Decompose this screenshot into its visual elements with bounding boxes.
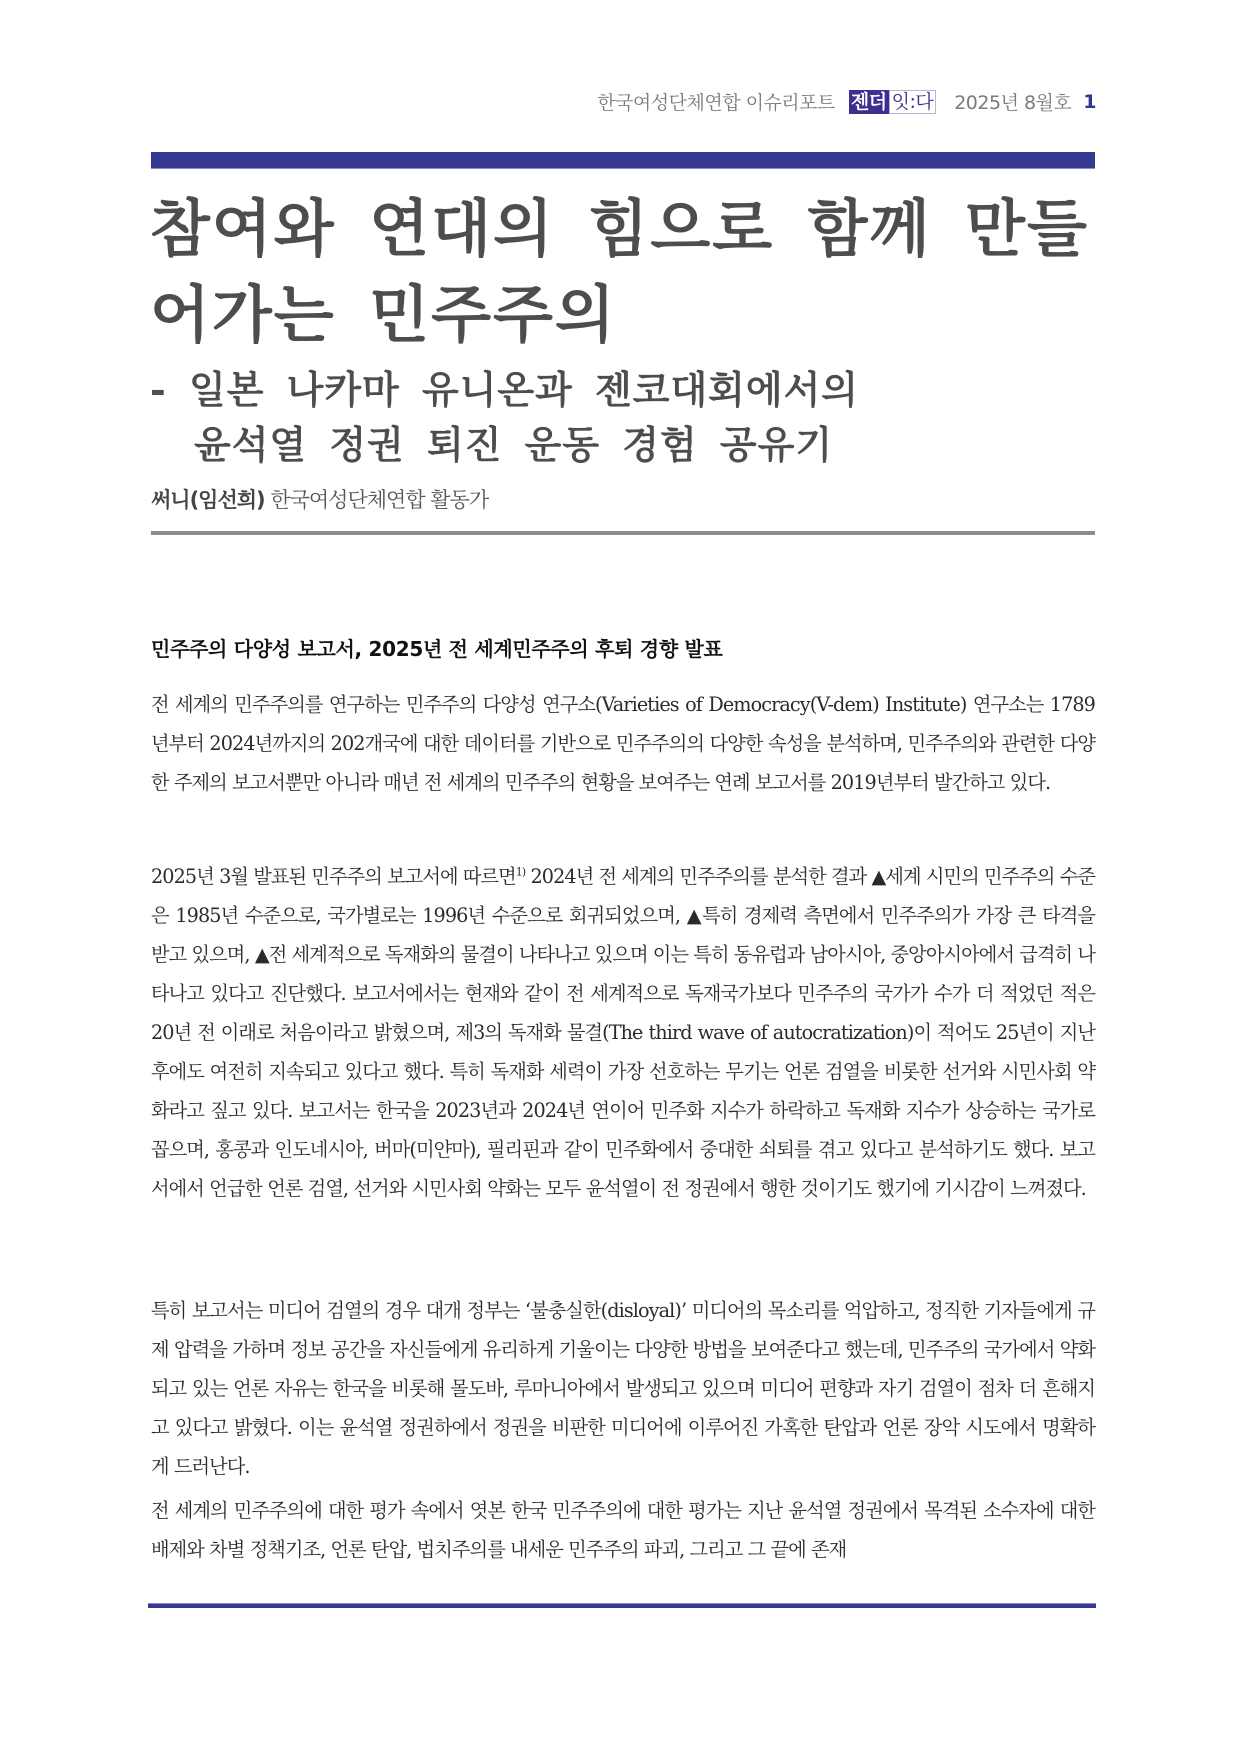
paragraph-3: 특히 보고서는 미디어 검열의 경우 대개 정부는 ‘불충실한(disloyal)’ 미디어의 목소리를 억압하고, 정직한 기자들에게 규제 압력을 가하며 정보 공간을 자신들에게 유리하게 기울이는 다양한 방법을 보여준다고 했는데, 민주주의 국가에서 약화되고 있는 언론 자유는 한국을 비롯해 몰도바, 루마니아에서 발생되고 있으며 미디어 편향과 자기 검열이 점차 더 흔해지고 있다고 밝혔다. 이는 윤석열 정권하에서 정권을 비판한 미디어에 이루어진 가혹한 탄압과 언론 장악 시도에서 명확하게 드러난다.	[151, 1299, 1095, 1478]
bottom-accent-bar	[148, 1603, 1096, 1608]
author-name: 써니(임선희)	[151, 488, 265, 512]
subtitle-line-1: - 일본 나카마 유니온과 젠코대회에서의	[150, 367, 860, 412]
logo-light-part: 잇:다	[889, 90, 937, 114]
article-title: 참여와 연대의 힘으로 함께 만들어가는 민주주의	[150, 192, 1089, 351]
paragraph-2-lead: 2025년 3월 발표된 민주주의 보고서에 따르면	[151, 865, 516, 888]
title-divider	[151, 531, 1095, 535]
logo-dark-part: 젠더	[850, 90, 887, 113]
paragraph-2	[151, 857, 1095, 1208]
subtitle-line-2: 윤석열 정권 퇴진 운동 경험 공유기	[194, 422, 834, 467]
publisher-name: 한국여성단체연합 이슈리포트	[597, 92, 835, 114]
page-number: 1	[1083, 90, 1096, 113]
top-accent-bar	[151, 152, 1095, 169]
paragraph-4: 전 세계의 민주주의에 대한 평가 속에서 엿본 한국 민주주의에 대한 평가는 지난 윤석열 정권에서 목격된 소수자에 대한 배제와 차별 정책기조, 언론 탄압, 법치주의를 내세운 민주주의 파괴, 그리고 그 끝에 존재	[151, 1499, 1095, 1561]
zine-logo	[849, 90, 936, 114]
byline	[151, 484, 488, 514]
section-heading: 민주주의 다양성 보고서, 2025년 전 세계민주주의 후퇴 경향 발표	[151, 637, 723, 661]
issue-label: 2025년 8월호	[954, 92, 1072, 114]
paragraph-1: 전 세계의 민주주의를 연구하는 민주주의 다양성 연구소(Varieties of Democracy(V-dem) Institute) 연구소는 1789년부터 2024년까지의 202개국에 대한 데이터를 기반으로 민주주의의 다양한 속성을 분석하며, 민주주의와 관련한 다양한 주제의 보고서뿐만 아니라 매년 전 세계의 민주주의 현황을 보여주는 연례 보고서를 2019년부터 발간하고 있다.	[151, 693, 1095, 794]
article-subtitle	[150, 362, 1110, 472]
paragraph-2-body: 2024년 전 세계의 민주주의를 분석한 결과 ▲세계 시민의 민주주의 수준은 1985년 수준으로, 국가별로는 1996년 수준으로 회귀되었으며, ▲특히 경제력 측면에서 민주주의가 가장 큰 타격을 받고 있으며, ▲전 세계적으로 독재화의 물결이 나타나고 있으며 이는 특히 동유럽과 남아시아, 중앙아시아에서 급격히 나타나고 있다고 진단했다. 보고서에서는 현재와 같이 전 세계적으로 독재국가보다 민주주의 국가가 수가 더 적었던 적은 20년 전 이래로 처음이라고 밝혔으며, 제3의 독재화 물결(The third wave of autocratization)이 적어도 25년이 지난 후에도 여전히 지속되고 있다고 했다. 특히 독재화 세력이 가장 선호하는 무기는 언론 검열을 비롯한 선거와 시민사회 약화라고 짚고 있다. 보고서는 한국을 2023년과 2024년 연이어 민주화 지수가 하락하고 독재화 지수가 상승하는 국가로 꼽으며, 홍콩과 인도네시아, 버마(미얀마), 필리핀과 같이 민주화에서 중대한 쇠퇴를 겪고 있다고 분석하기도 했다. 보고서에서 언급한 언론 검열, 선거와 시민사회 약화는 모두 윤석열이 전 정권에서 행한 것이기도 했기에 기시감이 느껴졌다.	[151, 865, 1095, 1200]
running-header	[597, 88, 1096, 115]
author-affiliation: 한국여성단체연합 활동가	[270, 488, 489, 512]
footnote-marker[interactable]: 1)	[515, 865, 526, 879]
